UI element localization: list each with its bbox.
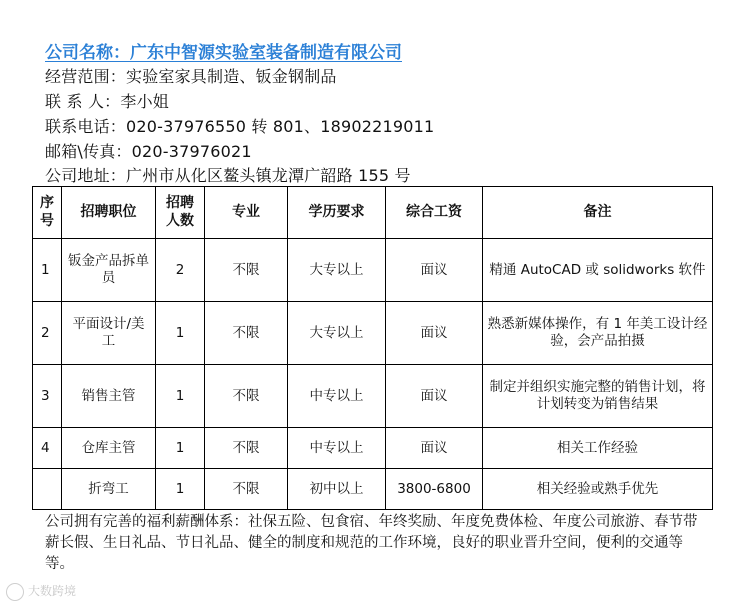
cell-major: 不限 xyxy=(205,469,288,510)
watermark-text: 大数跨境 xyxy=(28,584,77,598)
cell-position: 折弯工 xyxy=(62,469,156,510)
col-header-headcount: 招聘人数 xyxy=(156,187,205,239)
cell-remarks: 熟悉新媒体操作，有 1 年美工设计经验，会产品拍摄 xyxy=(483,302,713,365)
contact-person: 联 系 人：李小姐 xyxy=(45,92,169,111)
table-row xyxy=(33,365,713,428)
col-header-position: 招聘职位 xyxy=(62,187,156,239)
cell-salary: 面议 xyxy=(386,239,483,302)
cell-remarks: 制定并组织实施完整的销售计划，将计划转变为销售结果 xyxy=(483,365,713,428)
table-row xyxy=(33,469,713,510)
benefits-paragraph: 公司拥有完善的福利薪酬体系：社保五险、包食宿、年终奖励、年度免费体检、年度公司旅游、春节带薪长假、生日礼品、节日礼品、健全的制度和规范的工作环境，良好的职业晋升空间，便利的交通等等。 xyxy=(45,514,698,572)
cell-salary: 面议 xyxy=(386,428,483,469)
cell-index: 1 xyxy=(33,239,62,302)
cell-salary: 面议 xyxy=(386,302,483,365)
cell-education: 大专以上 xyxy=(288,302,386,365)
col-header-education: 学历要求 xyxy=(288,187,386,239)
company-address: 公司地址：广州市从化区鳌头镇龙潭广韶路 155 号 xyxy=(45,166,411,185)
cell-index: 3 xyxy=(33,365,62,428)
cell-salary: 面议 xyxy=(386,365,483,428)
cell-education: 中专以上 xyxy=(288,428,386,469)
cell-major: 不限 xyxy=(205,365,288,428)
cell-position: 销售主管 xyxy=(62,365,156,428)
table-header-row xyxy=(33,187,713,239)
table-row xyxy=(33,428,713,469)
cell-education: 中专以上 xyxy=(288,365,386,428)
col-header-salary: 综合工资 xyxy=(386,187,483,239)
cell-remarks: 精通 AutoCAD 或 solidworks 软件 xyxy=(483,239,713,302)
company-name: 公司名称：广东中智源实验室装备制造有限公司 xyxy=(45,43,402,63)
cell-headcount: 1 xyxy=(156,365,205,428)
contact-phone: 联系电话：020-37976550 转 801、18902219011 xyxy=(45,117,435,136)
jobs-table xyxy=(32,186,713,510)
cell-salary: 3800-6800 xyxy=(386,469,483,510)
cell-position: 平面设计/美工 xyxy=(62,302,156,365)
cell-index: 2 xyxy=(33,302,62,365)
cell-index xyxy=(33,469,62,510)
cell-position: 钣金产品拆单员 xyxy=(62,239,156,302)
col-header-major: 专业 xyxy=(205,187,288,239)
cell-headcount: 1 xyxy=(156,469,205,510)
cell-major: 不限 xyxy=(205,428,288,469)
col-header-remarks: 备注 xyxy=(483,187,713,239)
watermark-logo-icon xyxy=(6,583,24,601)
cell-remarks: 相关经验或熟手优先 xyxy=(483,469,713,510)
cell-education: 大专以上 xyxy=(288,239,386,302)
cell-headcount: 1 xyxy=(156,428,205,469)
col-header-index: 序号 xyxy=(33,187,62,239)
table-row xyxy=(33,239,713,302)
watermark xyxy=(6,582,76,601)
business-scope: 经营范围：实验室家具制造、钣金钢制品 xyxy=(45,67,337,86)
cell-major: 不限 xyxy=(205,239,288,302)
cell-remarks: 相关工作经验 xyxy=(483,428,713,469)
cell-position: 仓库主管 xyxy=(62,428,156,469)
cell-major: 不限 xyxy=(205,302,288,365)
table-row xyxy=(33,302,713,365)
cell-index: 4 xyxy=(33,428,62,469)
email-fax: 邮箱\传真：020-37976021 xyxy=(45,142,252,161)
cell-headcount: 2 xyxy=(156,239,205,302)
cell-education: 初中以上 xyxy=(288,469,386,510)
cell-headcount: 1 xyxy=(156,302,205,365)
